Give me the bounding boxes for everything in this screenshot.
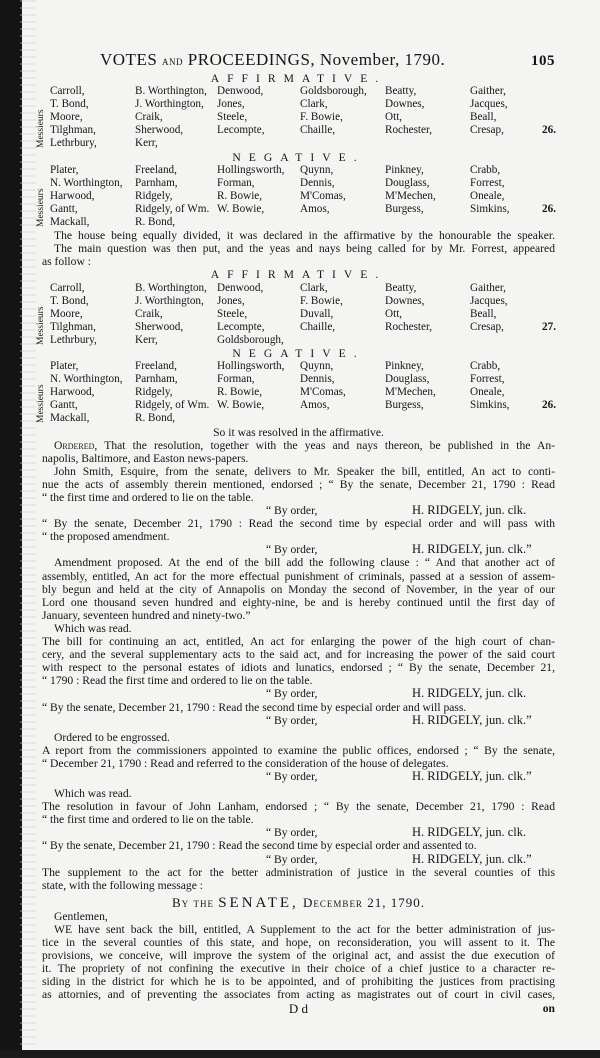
text-line: it. The propriety of not confining the executive in their choice of a chief justice to a character re- <box>42 962 555 976</box>
text-line: as attornies, and of preventing the associates from acting as magistrates out of court in civil cases, <box>42 988 555 1002</box>
text-line: Which was read. <box>54 787 132 801</box>
member-name: Crabb, <box>470 163 501 176</box>
vote-row <box>42 190 555 203</box>
text-line: WE have sent back the bill, entitled, A Supplement to the act for the better administration of jus- <box>54 922 555 936</box>
member-name: Quynn, <box>300 163 334 176</box>
text-line: The bill for continuing an act, entitled, An act for enlarging the power of the high court of chan- <box>42 635 555 649</box>
text-line: Lord one thousand seven hundred and eighty-nine, be and is hereby continued until the first day of <box>42 595 555 609</box>
member-name: Tilghman, <box>50 320 96 333</box>
document-page <box>36 50 556 1017</box>
vote-row <box>42 203 555 216</box>
member-name: Moore, <box>50 111 83 124</box>
member-name: Rochester, <box>385 124 433 137</box>
member-name: Gaither, <box>470 85 506 98</box>
text-line: bly begun and held at the city of Annapolis on Monday the second of November, in the year of our <box>42 582 555 596</box>
member-name: T. Bond, <box>50 98 89 111</box>
member-name: Craik, <box>135 111 163 124</box>
member-name: Forman, <box>217 373 255 386</box>
member-name: Tilghman, <box>50 124 96 137</box>
member-name: Sherwood, <box>135 124 184 137</box>
vote-division-2 <box>36 268 556 425</box>
senate-heading <box>42 895 555 910</box>
vote-row <box>42 321 555 334</box>
member-name: R. Bond, <box>135 216 176 229</box>
member-name: Amos, <box>300 202 330 215</box>
resolved-line: So it was resolved in the affirmative. <box>213 425 384 439</box>
member-name: Clark, <box>300 98 328 111</box>
member-name: Ridgely, of Wm. <box>135 202 210 215</box>
vote-row <box>42 308 555 321</box>
affirmative-heading: AFFIRMATIVE. <box>210 72 387 85</box>
member-name: M'Mechen, <box>385 386 436 399</box>
member-name: Crabb, <box>470 360 501 373</box>
member-name: Lethrbury, <box>50 137 97 150</box>
clerk-name: H. RIDGELY, jun. clk. <box>412 825 527 840</box>
proceedings-body <box>42 439 555 1018</box>
text-line: The house being equally divided, it was declared in the affirmative by the honourable the speaker. <box>54 229 555 243</box>
member-name: Plater, <box>50 360 79 373</box>
text-line: “ the proposed amendment. <box>42 530 170 544</box>
text-line: “ By the senate, December 21, 1790 : Read the second time by especial order and assented to. <box>42 839 477 853</box>
vote-row <box>42 295 555 308</box>
member-name: Amos, <box>300 399 330 412</box>
member-name: Moore, <box>50 307 83 320</box>
by-order-signature <box>42 770 555 783</box>
member-name: Ridgely, of Wm. <box>135 399 210 412</box>
vote-row <box>42 98 555 111</box>
senate-date: December 21, 1790. <box>303 894 425 910</box>
member-name: Carroll, <box>50 281 85 294</box>
text-line: January, seventeen hundred and ninety-two.” <box>42 608 251 622</box>
by-order: “ By order, <box>266 687 318 701</box>
text-line: A report from the commissioners appointed to examine the public offices, endorsed ; “ By the senate, <box>42 743 555 757</box>
member-name: Freeland, <box>135 360 177 373</box>
member-name: Beall, <box>470 111 497 124</box>
text-line: John Smith, Esquire, from the senate, delivers to Mr. Speaker the bill, entitled, An act to conti- <box>54 464 555 478</box>
member-name: Simkins, <box>470 202 510 215</box>
text-line: provisions, we conceive, will improve the system of the original act, and assist the due execution of <box>42 949 555 963</box>
page-footer <box>42 1001 555 1017</box>
member-name: B. Worthington, <box>135 85 207 98</box>
signature-mark: D d <box>288 1001 309 1017</box>
member-name: Dennis, <box>300 373 335 386</box>
member-name: Parnham, <box>135 373 178 386</box>
member-name: Douglass, <box>385 373 430 386</box>
member-name: Pinkney, <box>385 163 424 176</box>
member-name: Chaille, <box>300 320 336 333</box>
member-name: Kerr, <box>135 333 158 346</box>
member-name: Oneale, <box>470 189 505 202</box>
affirmative-list <box>36 85 556 150</box>
vote-row <box>42 177 555 190</box>
member-name: Forman, <box>217 176 255 189</box>
member-name: Downes, <box>385 98 425 111</box>
text-span: That the resolution, together with the yeas and nays thereon, be published in the An- <box>104 438 555 452</box>
messieurs-label: Messieurs <box>36 188 46 227</box>
vote-row <box>42 282 555 295</box>
page-number: 105 <box>531 53 555 69</box>
negative-heading: NEGATIVE. <box>232 346 365 360</box>
negative-list <box>36 163 556 229</box>
member-name: W. Bowie, <box>217 202 265 215</box>
by-order-signature <box>42 687 555 700</box>
member-name: Pinkney, <box>385 360 424 373</box>
by-order-signature <box>42 826 555 839</box>
member-name: Goldsborough, <box>300 85 367 98</box>
text-line: as follow : <box>42 255 91 269</box>
division-paragraph <box>42 229 555 268</box>
member-name: Mackall, <box>50 412 90 425</box>
text-line: napolis, Baltimore, and Easton news-papers. <box>42 451 249 465</box>
member-name: Douglass, <box>385 176 430 189</box>
text-line: cery, and the several supplementary acts to the said act, and for increasing the power of the said court <box>42 648 555 662</box>
affirmative-heading: AFFIRMATIVE. <box>210 268 387 282</box>
by-order-signature <box>42 504 555 517</box>
page-title <box>100 50 445 70</box>
by-order: “ By order, <box>266 713 318 727</box>
member-name: Steele, <box>217 111 248 124</box>
vote-division-1 <box>36 72 556 229</box>
member-name: Ridgely, <box>135 189 173 202</box>
text-line: Ordered to be engrossed. <box>54 730 170 744</box>
vote-row <box>42 386 555 399</box>
member-name: Dennis, <box>300 176 335 189</box>
member-name: Forrest, <box>470 373 505 386</box>
senate-by: By the <box>172 894 214 910</box>
member-name: Beall, <box>470 307 497 320</box>
member-name: Chaille, <box>300 124 336 137</box>
member-name: J. Worthington, <box>135 294 204 307</box>
running-header <box>42 50 555 72</box>
member-name: Gantt, <box>50 399 78 412</box>
scan-left-edge <box>0 0 22 1058</box>
text-line: Gentlemen, <box>54 909 108 923</box>
member-name: Jacques, <box>470 98 508 111</box>
title-and: and <box>162 53 184 68</box>
member-name: R. Bond, <box>135 412 176 425</box>
member-name: M'Mechen, <box>385 189 436 202</box>
member-name: Sherwood, <box>135 320 184 333</box>
negative-list <box>36 360 556 425</box>
member-name: Mackall, <box>50 216 90 229</box>
title-proceedings: PROCEEDINGS, November, 1790. <box>187 50 446 69</box>
member-name: Denwood, <box>217 281 264 294</box>
affirmative-list <box>36 281 556 347</box>
member-name: Jones, <box>217 98 245 111</box>
text-line: “ By the senate, December 21, 1790 : Read the second time by especial order and will pass with <box>42 517 555 531</box>
member-name: Jacques, <box>470 294 508 307</box>
member-name: Harwood, <box>50 386 95 399</box>
clerk-name: H. RIDGELY, jun. clk.” <box>412 851 532 866</box>
vote-row <box>42 399 555 412</box>
member-name: Ott, <box>385 307 403 320</box>
vote-count: 26. <box>542 124 556 137</box>
member-name: N. Worthington, <box>50 176 123 189</box>
by-order: “ By order, <box>266 852 318 866</box>
clerk-name: H. RIDGELY, jun. clk. <box>412 686 527 701</box>
messieurs-label: Messieurs <box>36 109 46 149</box>
member-name: J. Worthington, <box>135 98 204 111</box>
text-line: assembly, entitled, An act for the more effectual punishment of criminals, passed at a session of assem- <box>42 569 555 583</box>
member-name: Forrest, <box>470 176 505 189</box>
vote-count: 26. <box>542 399 556 412</box>
member-name: Freeland, <box>135 163 177 176</box>
member-name: Cresap, <box>470 320 504 333</box>
member-name: Parnham, <box>135 176 178 189</box>
member-name: Craik, <box>135 307 163 320</box>
vote-row <box>42 124 555 137</box>
member-name: Lecompte, <box>217 320 265 333</box>
member-name: Simkins, <box>470 399 510 412</box>
scan-bottom-edge <box>0 1050 600 1058</box>
clerk-name: H. RIDGELY, jun. clk.” <box>412 712 532 727</box>
by-order-signature <box>42 853 555 866</box>
scan-noise <box>20 0 36 1058</box>
member-name: Gaither, <box>470 281 506 294</box>
member-name: M'Comas, <box>300 386 346 399</box>
member-name: Hollingsworth, <box>217 360 285 373</box>
vote-row <box>42 360 555 373</box>
negative-heading: NEGATIVE. <box>232 150 365 164</box>
clerk-name: H. RIDGELY, jun. clk. <box>412 503 527 518</box>
text-line: “ By the senate, December 21, 1790 : Read the second time by especial order and will pass. <box>42 700 467 714</box>
vote-row <box>42 373 555 386</box>
vote-row <box>42 137 555 150</box>
member-name: Burgess, <box>385 202 424 215</box>
member-name: Oneale, <box>470 386 505 399</box>
member-name: Burgess, <box>385 399 424 412</box>
member-name: Harwood, <box>50 189 95 202</box>
member-name: M'Comas, <box>300 189 346 202</box>
member-name: W. Bowie, <box>217 399 265 412</box>
member-name: R. Bowie, <box>217 386 263 399</box>
by-order-signature <box>42 714 555 727</box>
ordered-lead: Ordered, <box>54 438 98 452</box>
vote-row <box>42 85 555 98</box>
member-name: Ridgely, <box>135 386 173 399</box>
text-line: siding in the district for which he is to be appointed, and of prohibiting the justices from practising <box>42 975 555 989</box>
by-order-signature <box>42 543 555 556</box>
text-line: state, with the following message : <box>42 878 203 892</box>
text-line: The resolution in favour of John Lanham, endorsed ; “ By the senate, December 21, 1790 : Read <box>42 800 555 814</box>
text-line: “ December 21, 1790 : Read and referred to the consideration of the house of delegates. <box>42 756 449 770</box>
member-name: Beatty, <box>385 281 417 294</box>
member-name: R. Bowie, <box>217 189 263 202</box>
member-name: Rochester, <box>385 320 433 333</box>
catchword: on <box>542 1002 555 1016</box>
vote-row <box>42 334 555 347</box>
messieurs-label: Messieurs <box>36 306 46 345</box>
clerk-name: H. RIDGELY, jun. clk.” <box>412 542 532 557</box>
member-name: Cresap, <box>470 124 504 137</box>
vote-count: 27. <box>542 320 556 333</box>
text-line: The main question was then put, and the yeas and nays being called for by Mr. Forrest, appeared <box>54 242 555 256</box>
messieurs-label: Messieurs <box>36 384 46 424</box>
senate-word: SENATE, <box>218 894 299 911</box>
member-name: F. Bowie, <box>300 294 343 307</box>
member-name: Denwood, <box>217 85 264 98</box>
by-order: “ By order, <box>266 769 318 783</box>
member-name: Lethrbury, <box>50 333 97 346</box>
text-line: “ the first time and ordered to lie on the table. <box>42 813 254 827</box>
text-line: The supplement to the act for the better administration of justice in the several counties of this <box>42 865 555 879</box>
member-name: F. Bowie, <box>300 111 343 124</box>
member-name: T. Bond, <box>50 294 89 307</box>
member-name: Lecompte, <box>217 124 265 137</box>
member-name: Gantt, <box>50 202 78 215</box>
member-name: Beatty, <box>385 85 417 98</box>
member-name: Carroll, <box>50 85 85 98</box>
member-name: Ott, <box>385 111 403 124</box>
member-name: Quynn, <box>300 360 334 373</box>
member-name: B. Worthington, <box>135 281 207 294</box>
vote-row <box>42 216 555 229</box>
by-order: “ By order, <box>266 543 318 557</box>
text-line: Amendment proposed. At the end of the bill add the following clause : “ And that another act of <box>54 556 555 570</box>
member-name: Goldsborough, <box>217 333 284 346</box>
text-line: tice in the several counties of this state, and hope, on reconsideration, you will assent to it. The <box>42 936 555 949</box>
vote-row <box>42 111 555 124</box>
text-line: “ 1790 : Read the first time and ordered to lie on the table. <box>42 674 313 688</box>
text-line: with respect to the personal estates of idiots and lunatics, endorsed ; “ By the senate, December 21, <box>42 661 555 675</box>
text-line: Which was read. <box>54 621 132 635</box>
title-votes: VOTES <box>100 50 158 69</box>
by-order: “ By order, <box>266 504 318 518</box>
clerk-name: H. RIDGELY, jun. clk.” <box>412 768 532 783</box>
member-name: Jones, <box>217 294 245 307</box>
vote-row <box>42 412 555 425</box>
text-line <box>42 439 555 452</box>
member-name: Clark, <box>300 281 328 294</box>
text-line: “ the first time and ordered to lie on the table. <box>42 491 254 504</box>
by-order: “ By order, <box>266 826 318 840</box>
member-name: Hollingsworth, <box>217 163 285 176</box>
member-name: N. Worthington, <box>50 373 123 386</box>
vote-row <box>42 164 555 177</box>
member-name: Steele, <box>217 307 248 320</box>
text-line: nue the acts of assembly therein mentioned, endorsed ; “ By the senate, December 21, 1790 : Read <box>42 477 555 491</box>
member-name: Plater, <box>50 163 79 176</box>
member-name: Duvall, <box>300 307 334 320</box>
member-name: Downes, <box>385 294 425 307</box>
vote-count: 26. <box>542 202 556 215</box>
member-name: Kerr, <box>135 137 158 150</box>
